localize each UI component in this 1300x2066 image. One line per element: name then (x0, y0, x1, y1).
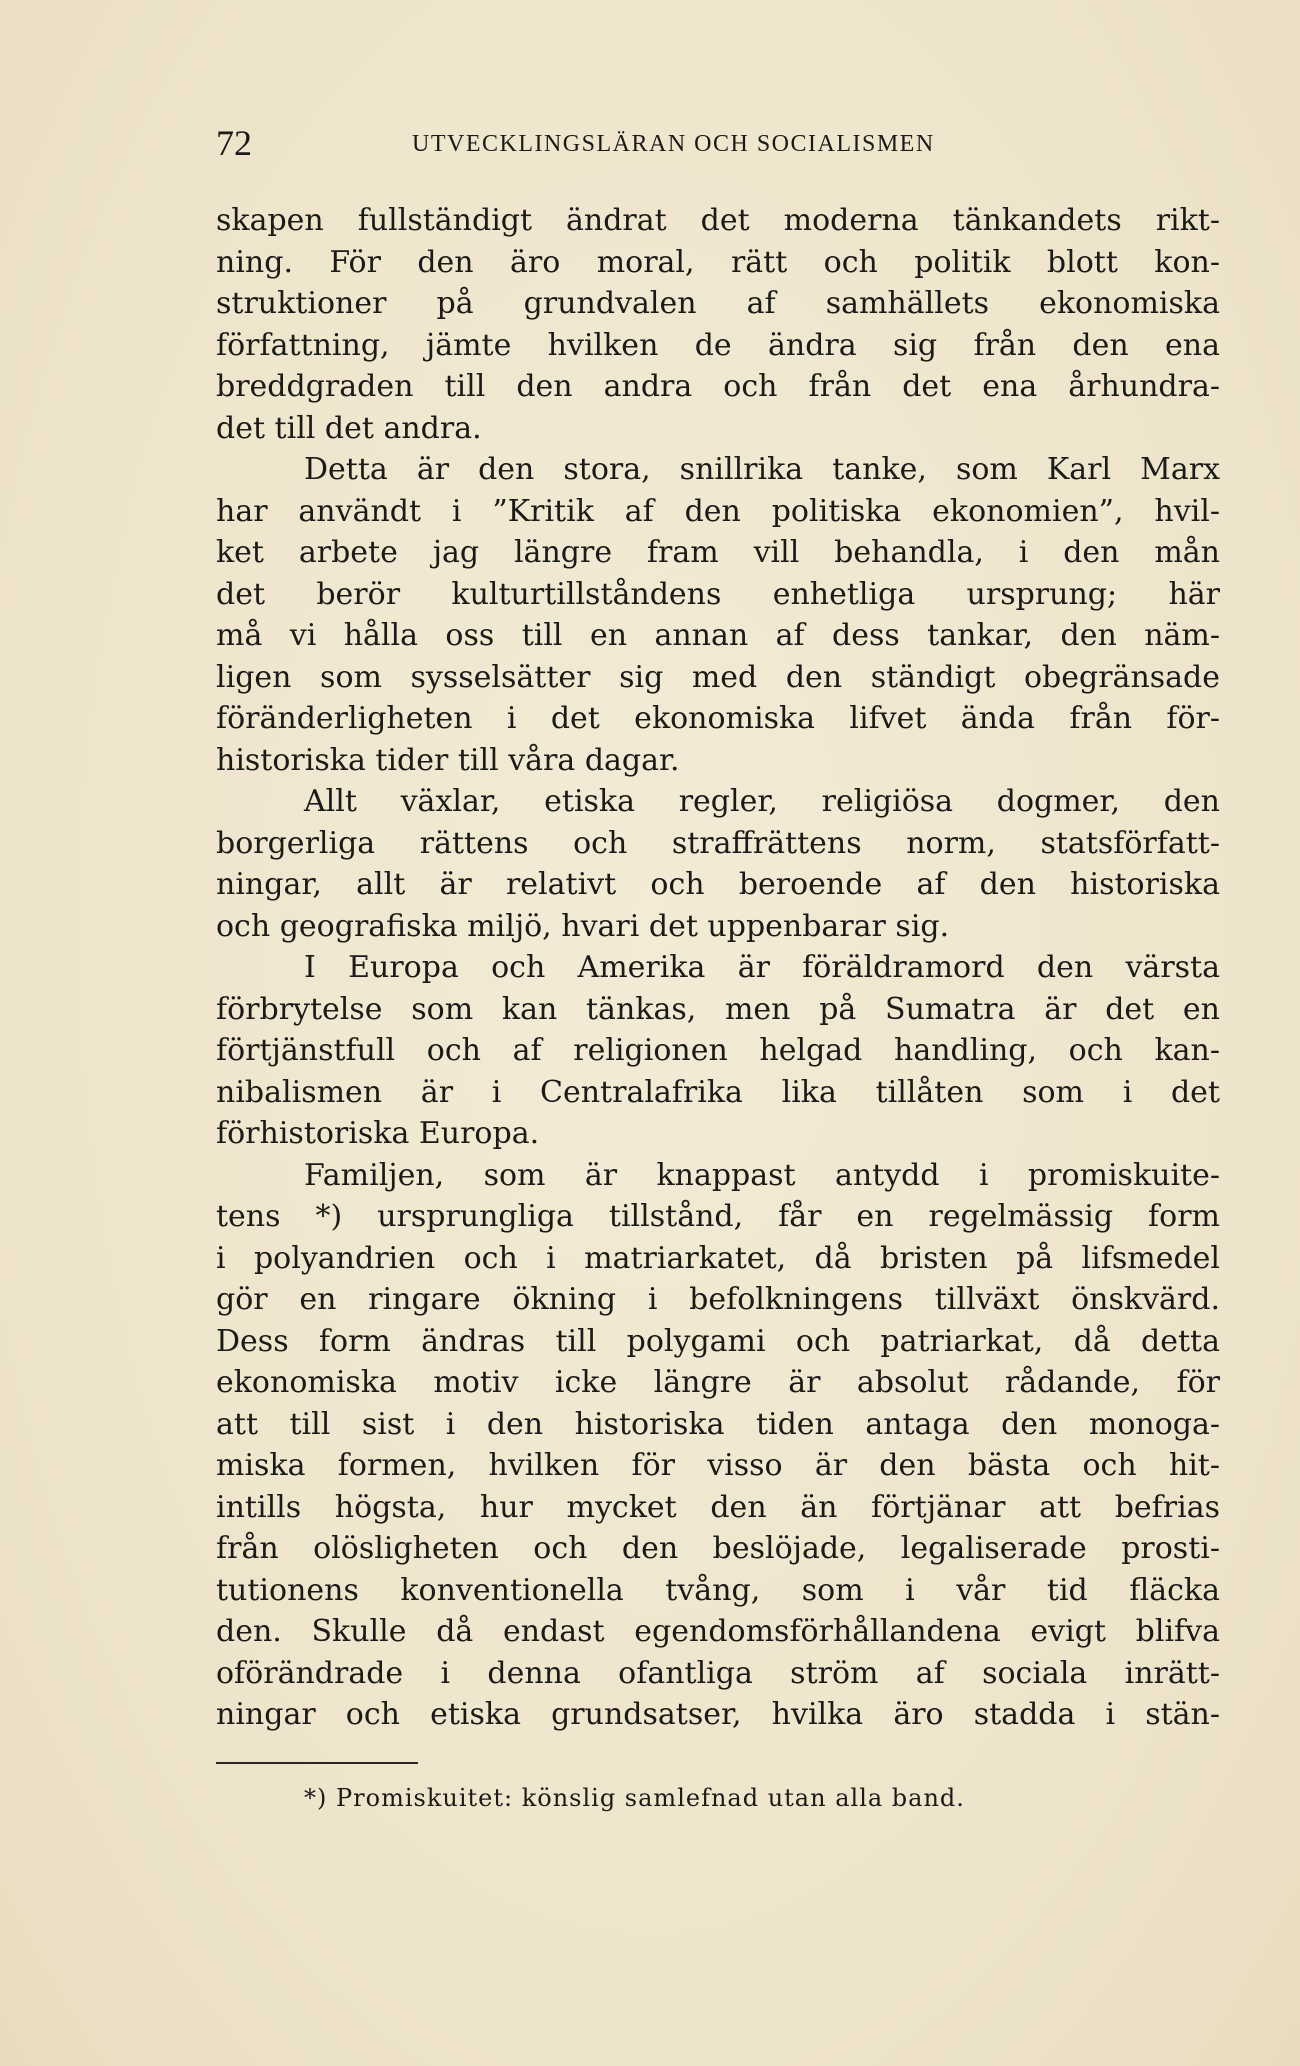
paragraph-start-line: Detta är den stora, snillrika tanke, som Karl Marx (304, 452, 1220, 487)
running-head: UTVECKLINGSLÄRAN OCH SOCIALISMEN (412, 131, 935, 157)
page-number: 72 (216, 123, 252, 163)
text-line: intills högsta, hur mycket den än förtjänar att befrias (216, 1489, 1220, 1525)
text-line: gör en ringare ökning i befolkningens tillväxt önskvärd. (216, 1282, 1220, 1317)
text-line: ket arbete jag längre fram vill behandla, i den mån (216, 535, 1220, 570)
footnote-divider (216, 1762, 418, 1764)
text-line: tutionens konventionella tvång, som i vår tid fläcka (216, 1572, 1220, 1608)
text-line: det berör kulturtillståndens enhetliga ursprung; här (216, 576, 1220, 612)
body-text (216, 200, 1220, 1736)
text-line: oförändrade i denna ofantliga ström af sociala inrätt- (216, 1655, 1220, 1691)
text-line: och geografiska miljö, hvari det uppenbarar sig. (216, 908, 950, 944)
text-line: skapen fullständigt ändrat det moderna tänkandets rikt- (216, 203, 1220, 238)
text-line: ligen som sysselsätter sig med den ständigt obegränsade (216, 659, 1220, 695)
footnote: *) Promiskuitet: könslig samlefnad utan alla band. (304, 1784, 965, 1812)
text-line: struktioner på grundvalen af samhällets ekonomiska (216, 286, 1220, 321)
text-line: från olösligheten och den beslöjade, legaliserade prosti- (216, 1531, 1220, 1566)
text-line: i polyandrien och i matriarkatet, då bristen på lifsmedel (216, 1240, 1220, 1276)
text-line: det till det andra. (216, 410, 482, 446)
text-line: författning, jämte hvilken de ändra sig från den ena (216, 327, 1220, 363)
text-line: förbrytelse som kan tänkas, men på Sumatra är det en (216, 991, 1220, 1027)
text-line: borgerliga rättens och straffrättens norm, statsförfatt- (216, 825, 1220, 861)
text-line: att till sist i den historiska tiden antaga den monoga- (216, 1406, 1220, 1442)
text-line: den. Skulle då endast egendomsförhållandena evigt blifva (216, 1614, 1220, 1649)
text-line: må vi hålla oss till en annan af dess tankar, den näm- (216, 618, 1220, 653)
text-line: nibalismen är i Centralafrika lika tillåten som i det (216, 1074, 1220, 1110)
text-line: breddgraden till den andra och från det ena århundra- (216, 369, 1220, 404)
paragraph-start-line: I Europa och Amerika är föräldramord den värsta (304, 950, 1220, 985)
text-line: Dess form ändras till polygami och patriarkat, då detta (216, 1323, 1220, 1359)
text-line: miska formen, hvilken för visso är den bästa och hit- (216, 1448, 1220, 1483)
text-line: ningar och etiska grundsatser, hvilka äro stadda i stän- (216, 1697, 1220, 1732)
text-line: förhistoriska Europa. (216, 1116, 540, 1151)
paragraph-start-line: Familjen, som är knappast antydd i promiskuite- (304, 1157, 1220, 1193)
text-line: ningar, allt är relativt och beroende af den historiska (216, 867, 1220, 902)
paragraph-start-line: Allt växlar, etiska regler, religiösa dogmer, den (304, 784, 1220, 819)
text-line: historiska tider till våra dagar. (216, 742, 680, 778)
text-line: ning. För den äro moral, rätt och politik blott kon- (216, 244, 1220, 280)
page-header (216, 118, 1220, 168)
text-line: förtjänstfull och af religionen helgad handling, och kan- (216, 1033, 1220, 1068)
text-line: föränderligheten i det ekonomiska lifvet ända från för- (216, 701, 1220, 736)
text-line: har användt i ”Kritik af den politiska ekonomien”, hvil- (216, 493, 1220, 529)
text-line: ekonomiska motiv icke längre är absolut rådande, för (216, 1365, 1220, 1400)
text-line: tens *) ursprungliga tillstånd, får en regelmässig form (216, 1199, 1220, 1234)
